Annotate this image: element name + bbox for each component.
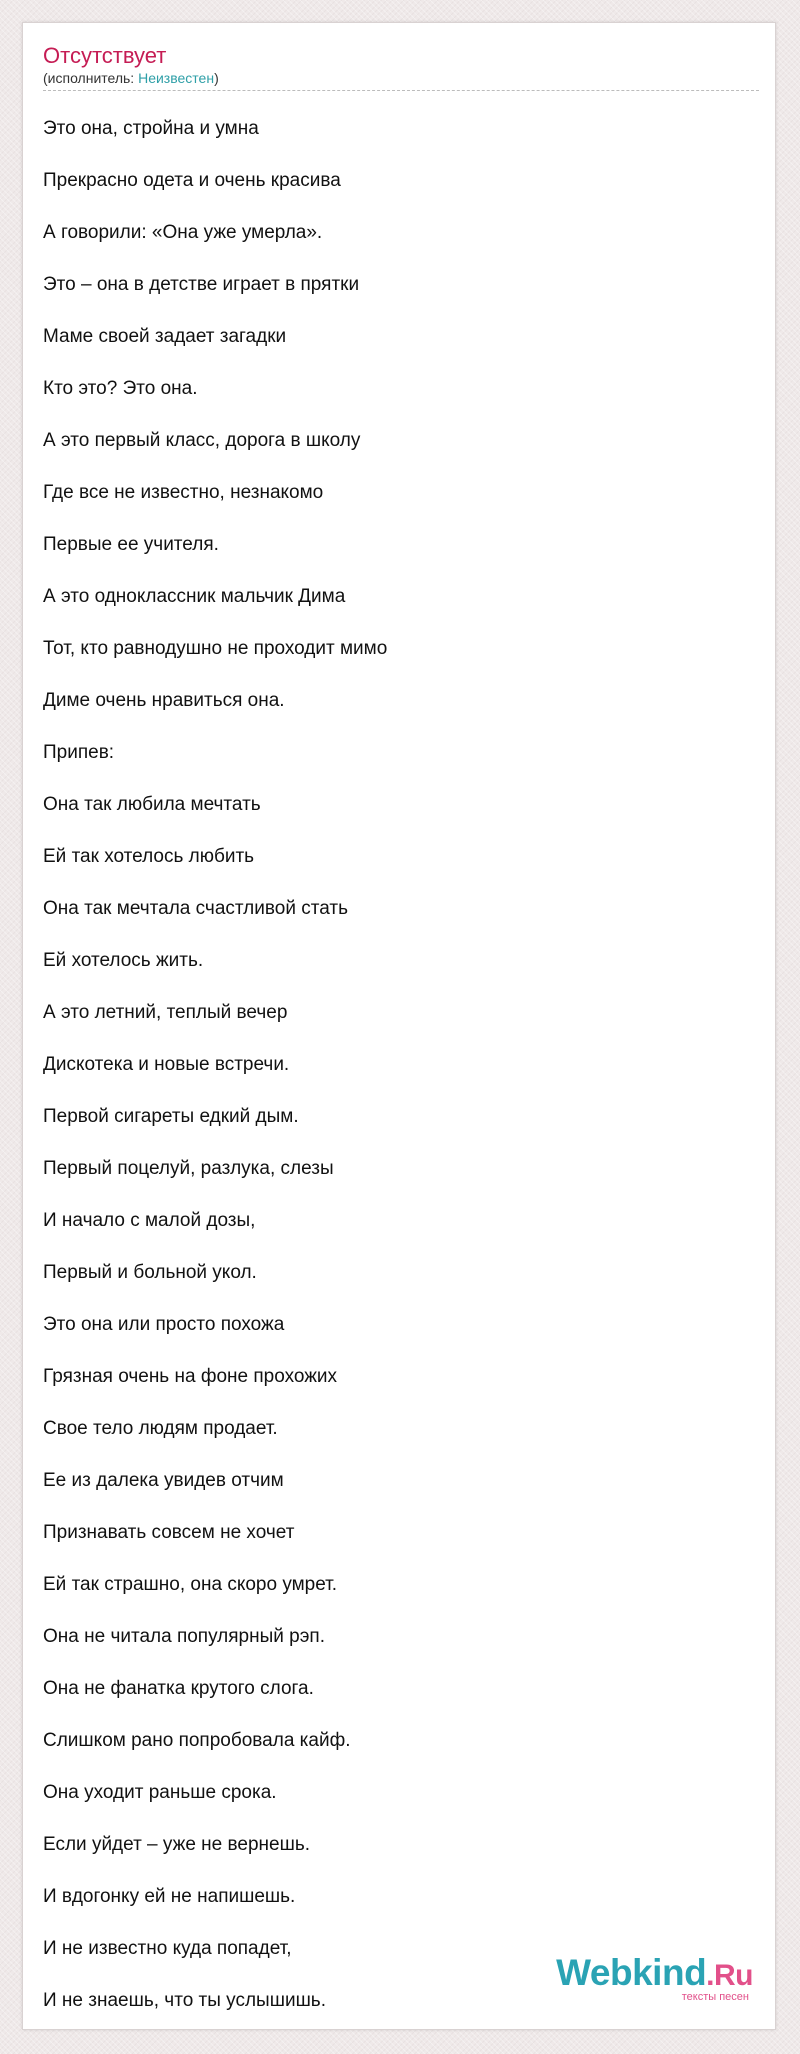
lyric-line: Это она, стройна и умна [43, 118, 259, 139]
lyric-line: Если уйдет – уже не вернешь. [43, 1834, 311, 1855]
artist-link[interactable]: Неизвестен [138, 70, 215, 86]
lyric-line: Признавать совсем не хочет [43, 1522, 295, 1543]
artist-prefix: (исполнитель: [43, 70, 139, 86]
lyric-line: Она так мечтала счастливой стать [43, 898, 348, 919]
lyric-line: И вдогонку ей не напишешь. [43, 1886, 296, 1907]
logo-tld: .Ru [706, 1959, 753, 1992]
lyric-line: А говорили: «Она уже умерла». [43, 222, 323, 243]
lyric-line: Слишком рано попробовала кайф. [43, 1730, 351, 1751]
lyric-line: Припев: [43, 742, 115, 763]
lyric-line: Она не фанатка крутого слога. [43, 1678, 314, 1699]
lyric-line: А это первый класс, дорога в школу [43, 430, 361, 451]
lyric-line: Первый поцелуй, разлука, слезы [43, 1158, 334, 1179]
lyric-line: И не известно куда попадет, [43, 1938, 292, 1959]
lyric-line: Диме очень нравиться она. [43, 690, 285, 711]
lyric-line: И начало с малой дозы, [43, 1210, 256, 1231]
webkind-logo [556, 1954, 753, 2003]
lyric-line: Дискотека и новые встречи. [43, 1054, 290, 1075]
lyric-line: Грязная очень на фоне прохожих [43, 1366, 338, 1387]
logo-brand: Webkind [556, 1952, 707, 1993]
lyrics-text [43, 103, 759, 2027]
lyric-line: Она уходит раньше срока. [43, 1782, 277, 1803]
lyric-line: Она не читала популярный рэп. [43, 1626, 325, 1647]
logo-subtitle: тексты песен [681, 1991, 749, 2003]
lyric-line: А это летний, теплый вечер [43, 1002, 288, 1023]
lyric-line: Первый и больной укол. [43, 1262, 257, 1283]
lyric-line: Ее из далека увидев отчим [43, 1470, 284, 1491]
song-header [43, 43, 759, 91]
artist-line [43, 69, 759, 87]
lyric-line: Это – она в детстве играет в прятки [43, 274, 360, 295]
logo-wordmark [556, 1954, 753, 1995]
lyric-line: Где все не известно, незнакомо [43, 482, 324, 503]
lyric-line: Она так любила мечтать [43, 794, 261, 815]
lyric-line: Свое тело людям продает. [43, 1418, 278, 1439]
lyric-line: Тот, кто равнодушно не проходит мимо [43, 638, 388, 659]
lyric-line: А это одноклассник мальчик Дима [43, 586, 346, 607]
lyric-line: Ей так хотелось любить [43, 846, 255, 867]
lyric-line: Ей так страшно, она скоро умрет. [43, 1574, 338, 1595]
lyric-line: Прекрасно одета и очень красива [43, 170, 341, 191]
lyric-line: Первые ее учителя. [43, 534, 219, 555]
lyric-line: Это она или просто похожа [43, 1314, 285, 1335]
lyrics-card [22, 22, 776, 2030]
lyric-line: И не знаешь, что ты услышишь. [43, 1990, 326, 2011]
lyric-line: Маме своей задает загадки [43, 326, 287, 347]
song-title: Отсутствует [43, 43, 167, 68]
artist-suffix: ) [214, 70, 219, 86]
lyric-line: Первой сигареты едкий дым. [43, 1106, 299, 1127]
lyric-line: Кто это? Это она. [43, 378, 198, 399]
lyric-line: Ей хотелось жить. [43, 950, 204, 971]
